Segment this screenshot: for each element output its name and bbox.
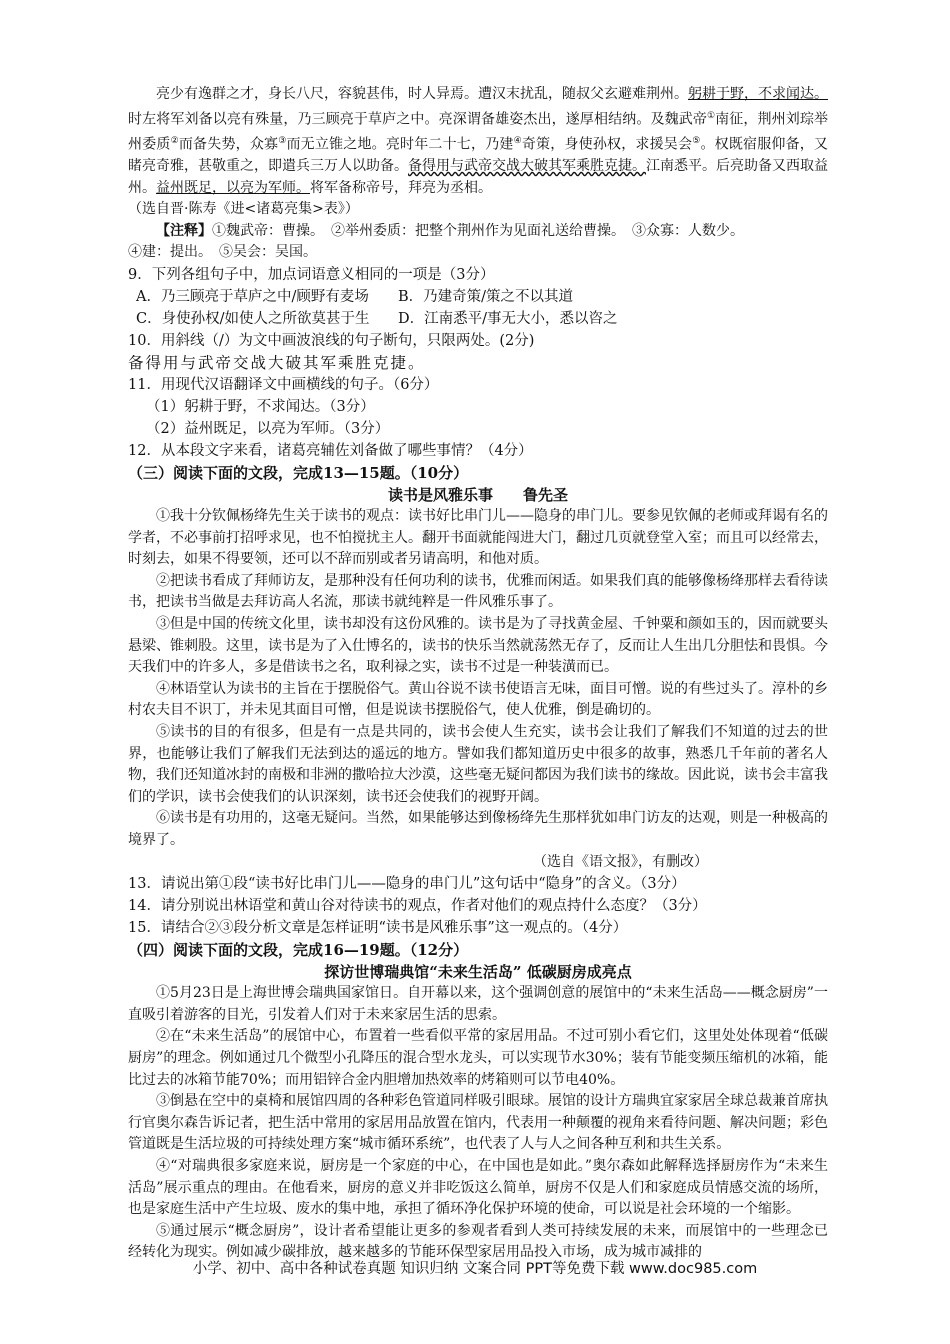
s3-paragraph: ⑤读书的目的有很多，但是有一点是共同的，读书会使人生充实，读书会让我们了解我们不知道的过去的世界，也能够让我们了解我们无法到达的遥远的地方。譬如我们都知道历史中很多的故事，熟悉几千年前的著名人物，我们还知道冰封的南极和非洲的撒哈拉大沙漠，这些毫无疑问都因为我们读书的缘故。因此说，读书会丰富我们的学识，读书会使我们的认识深刻，读书还会使我们的视野开阔。 xyxy=(128,724,828,805)
passage-source: （选自晋·陈寿《进<诸葛亮集>表》） xyxy=(128,201,359,218)
question-9: 9．下列各组句子中，加点词语意义相同的一项是（3分） xyxy=(128,267,495,284)
underlined-sentence-1: 躬耕于野，不求闻达。 xyxy=(688,86,828,102)
s3-source: （选自《语文报》，有删改） xyxy=(533,853,708,870)
question-13: 13．请说出第①段“读书好比串门儿——隐身的串门儿”这句话中“隐身”的含义。（3分） xyxy=(128,876,686,893)
q11-part-2: （2）益州既足，以亮为军师。（3分） xyxy=(146,421,390,438)
question-15: 15．请结合②③段分析文章是怎样证明“读书是风雅乐事”这一观点的。（4分） xyxy=(128,920,628,937)
question-10: 10．用斜线（/）为文中画波浪线的句子断句，只限两处。(2分) xyxy=(128,333,535,350)
notes-label: 【注释】 xyxy=(156,222,212,239)
section-3-title: 读书是风雅乐事 鲁先圣 xyxy=(387,486,568,505)
footnote-mark: ③ xyxy=(278,135,287,146)
question-12: 12．从本段文字来看，诸葛亮辅佐刘备做了哪些事情？（4分） xyxy=(128,443,533,460)
passage-text: 南征，荆州刘琮举州委质 xyxy=(128,111,829,153)
s4-paragraph: ③倒悬在空中的桌椅和展馆四周的各种彩色管道同样吸引眼球。展馆的设计方瑞典宜家家居全球总裁兼首席执行官奥尔森告诉记者，把生活中常用的家居用品放置在馆内，代表用一种颠覆的视角来看待问题、解决问题；彩色管道既是生活垃圾的可持续处理方案“城市循环系统”，也代表了人与人之间各种互利和共生关系。 xyxy=(128,1093,828,1153)
s3-paragraph: ①我十分钦佩杨绛先生关于读书的观点：读书好比串门儿——隐身的串门儿。要参见钦佩的老师或拜谒有名的学者，不必事前打招呼求见，也不怕搅扰主人。翻开书面就能闯进大门，翻过几页就登堂入室；而且可以经常去，时刻去，如果不得要领，还可以不辞而别或者另请高明，和他对质。 xyxy=(128,508,828,568)
s3-paragraph: ②把读书看成了拜师访友，是那种没有任何功利的读书，优雅而闲适。如果我们真的能够像杨绛那样去看待读书，把读书当做是去拜访高人名流，那读书就纯粹是一件风雅乐事了。 xyxy=(128,572,828,611)
q9-option-a: A．乃三顾亮于草庐之中/顾野有麦场 xyxy=(136,289,369,306)
section-3-heading: （三）阅读下面的文段，完成13—15题。（10分） xyxy=(128,464,469,483)
wavy-sentence: 备得用与武帝交战大破其军乘胜克捷。 xyxy=(408,158,646,175)
question-14: 14．请分别说出林语堂和黄山谷对待读书的观点，作者对他们的观点持什么态度？（3分） xyxy=(128,898,707,915)
footnote-mark: ④ xyxy=(513,135,522,146)
passage-text: 。权既宿服仰备，又睹亮奇雅，甚敬重之，即遣兵三万人以助备。 xyxy=(128,136,829,175)
passage-text: 奇策，身使孙权，求援吴会 xyxy=(521,136,693,153)
s3-paragraph: ④林语堂认为读书的主旨在于摆脱俗气。黄山谷说不读书使语言无味，面目可憎。说的有些过头了。淳朴的乡村农夫目不识丁，并未见其面目可憎，但是说读书摆脱俗气，使人优雅，倒是确切的。 xyxy=(128,680,828,719)
footnote-mark: ① xyxy=(706,110,716,121)
footnote-mark: ⑤ xyxy=(692,135,701,146)
notes-line-2: ④建：提出。 ⑤吴会：吴国。 xyxy=(128,244,317,261)
page-footer: 小学、初中、高中各种试卷真题 知识归纳 文案合同 PPT等免费下载 www.doc985.com xyxy=(192,1261,758,1277)
section-4-title: 探访世博瑞典馆“未来生活岛” 低碳厨房成亮点 xyxy=(324,963,632,982)
underlined-sentence-2: 益州既足，以亮为军师。 xyxy=(156,179,310,196)
s4-paragraph: ⑤通过展示“概念厨房”，设计者希望能让更多的参观者看到人类可持续发展的未来，而展馆中的一些理念已经转化为现实。例如减少碳排放，越来越多的节能环保型家居用品投入市场，成为城市减排的 xyxy=(128,1222,828,1261)
q9-option-b: B．乃建奇策/策之不以其道 xyxy=(398,289,574,306)
s4-paragraph: ④“对瑞典很多家庭来说，厨房是一个家庭的中心，在中国也是如此。”奥尔森如此解释选择厨房作为“未来生活岛”展示重点的理由。在他看来，厨房的意义并非吃饭这么简单，厨房不仅是人们和家庭成员情感交流的场所，也是家庭生活中产生垃圾、废水的集中地，承担了循环净化保护环境的使命，可以说是社会环境的一个缩影。 xyxy=(128,1157,828,1218)
s3-paragraph: ③但是中国的传统文化里，读书却没有这份风雅的。读书是为了寻找黄金屋、千钟粟和颜如玉的，因而就要头悬梁、锥刺股。这里，读书是为了入仕博名的，读书的快乐当然就荡然无存了，反而让人生出几分胆怯和畏惧。今天我们中的许多人，多是借读书之名，取利禄之实，读书不过是一种装潢而已。 xyxy=(128,616,828,676)
passage-text: 时左将军刘备以亮有殊量，乃三顾亮于草庐之中。亮深谓备雄姿杰出，遂厚相结纳。及魏武帝 xyxy=(128,111,707,128)
q9-options-row-1 xyxy=(128,286,828,308)
q9-option-c: C．身使孙权/如使人之所欲莫甚于生 xyxy=(136,311,370,328)
exam-page xyxy=(128,84,828,1264)
notes-text: ①魏武帝：曹操。 ②举州委质：把整个荆州作为见面礼送给曹操。 ③众寡：人数少。 xyxy=(212,222,744,239)
footnote-mark: ② xyxy=(170,135,179,146)
question-11: 11．用现代汉语翻译文中画横线的句子。（6分） xyxy=(128,377,439,394)
passage-text: 而备失势，众寡 xyxy=(178,136,279,153)
passage-text: 亮少有逸群之才，身长八尺，容貌甚伟，时人异焉。遭汉末扰乱，随叔父玄避难荆州。 xyxy=(156,86,688,102)
passage-text: 而无立锥之地。亮时年二十七，乃建 xyxy=(286,136,514,153)
s4-paragraph: ②在“未来生活岛”的展馆中心，布置着一些看似平常的家居用品。不过可别小看它们，这里处处体现着“低碳厨房”的理念。例如通过几个微型小孔降压的混合型水龙头，可以实现节水30%；装有节能变频压缩机的冰箱，能比过去的冰箱节能70%；而用铝锌合金内胆增加热效率的烤箱则可以节电40%。 xyxy=(128,1028,828,1088)
q9-option-d: D．江南悉平/事无大小，悉以咨之 xyxy=(398,311,618,328)
q11-part-1: （1）躬耕于野，不求闻达。（3分） xyxy=(146,399,375,416)
q9-options-row-2 xyxy=(128,308,828,330)
passage-text: 将军备称帝号，拜亮为丞相。 xyxy=(310,179,492,196)
section-4-heading: （四）阅读下面的文段，完成16—19题。（12分） xyxy=(128,941,469,960)
passage-text: 江南悉平。后亮助备又西取益州。 xyxy=(128,158,828,196)
classical-passage xyxy=(128,84,828,199)
s3-paragraph: ⑥读书是有功用的，这毫无疑问。当然，如果能够达到像杨绛先生那样犹如串门访友的达观，则是一种极高的境界了。 xyxy=(128,810,828,848)
q10-sentence: 备得用与武帝交战大破其军乘胜克捷。 xyxy=(128,354,426,373)
notes-line-1 xyxy=(128,221,828,243)
s4-paragraph: ①5月23日是上海世博会瑞典国家馆日。自开幕以来，这个强调创意的展馆中的“未来生活岛——概念厨房”一直吸引着游客的目光，引发着人们对于未来家居生活的思索。 xyxy=(128,985,828,1023)
